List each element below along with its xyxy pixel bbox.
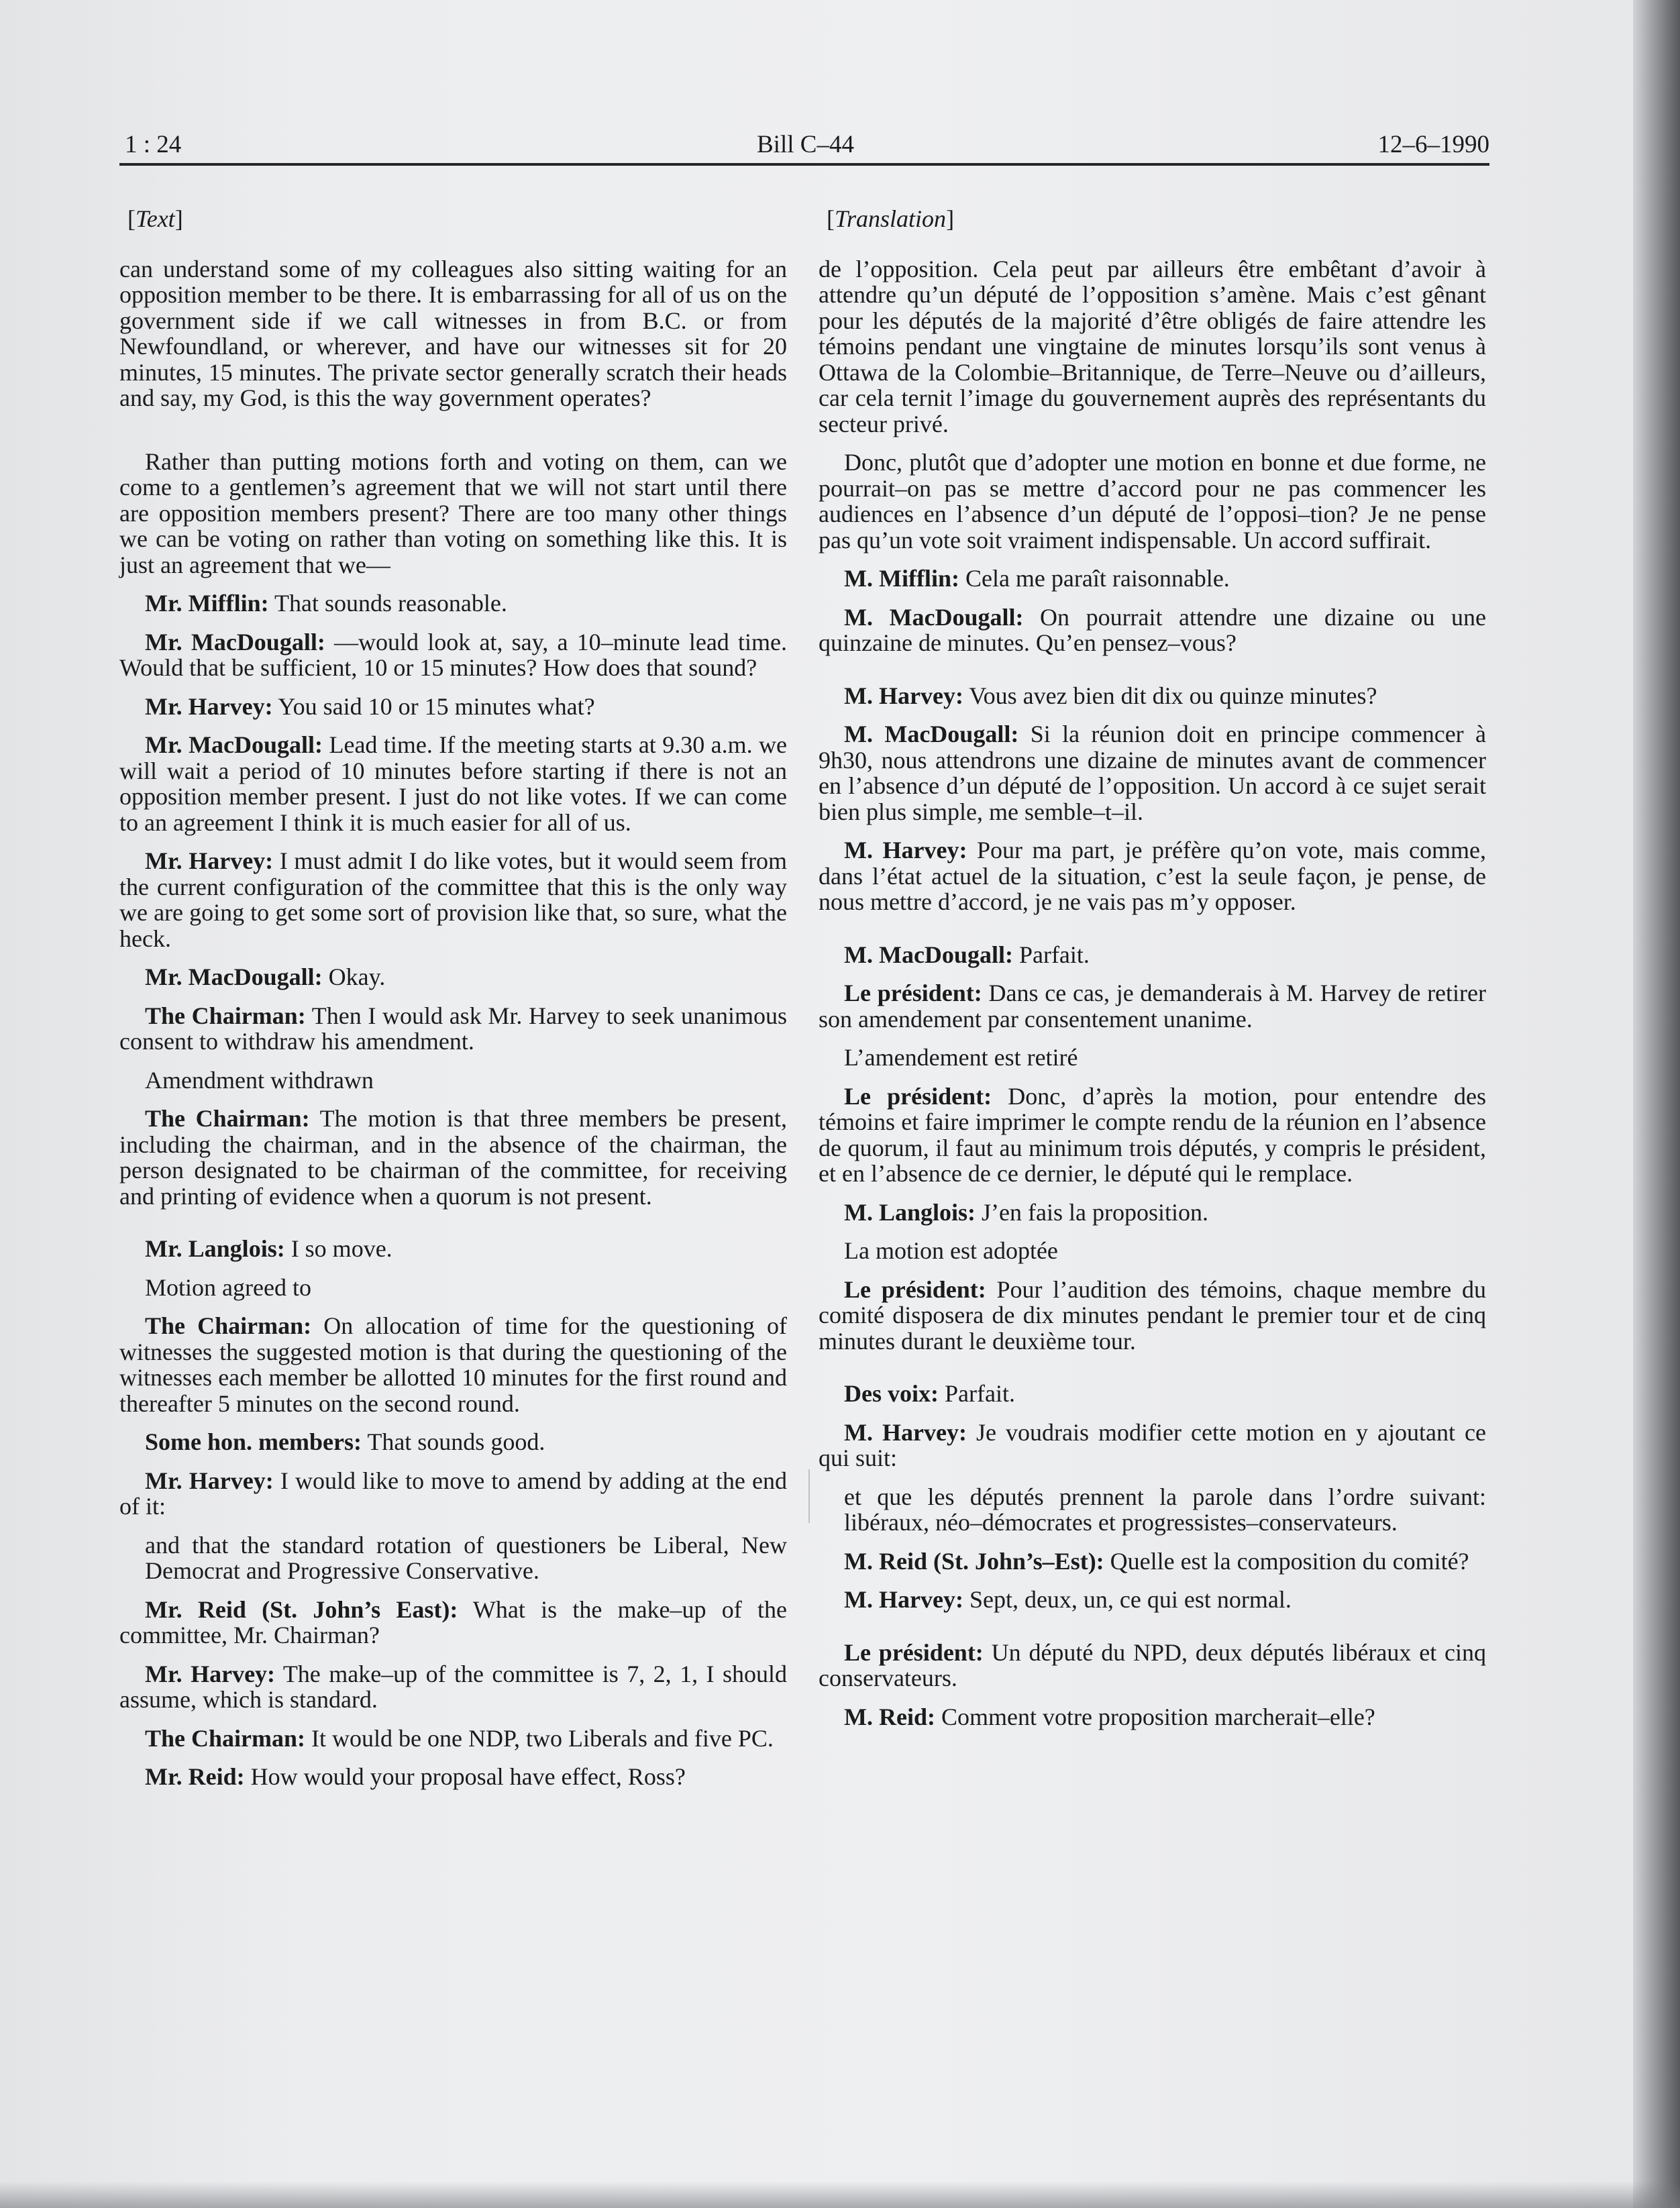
speech-paragraph: Mr. MacDougall: Okay. [145, 963, 386, 990]
speech-paragraph: Mr. MacDougall: —would look at, say, a 10–minute lead time. Would that be sufficient, 10 or 15 minutes? How does that sound? [119, 628, 787, 681]
header-rule [119, 163, 1489, 166]
speaker-name: M. Harvey: [844, 1586, 963, 1613]
speech-paragraph: M. Harvey: Pour ma part, je préfère qu’on vote, mais comme, dans l’état actuel de la situation, c’est la seule façon, je pense, de nous mettre d’accord, je ne vais pas m’y opposer. [819, 837, 1486, 915]
speech-paragraph: M. Reid: Comment votre proposition marcherait–elle? [844, 1703, 1375, 1730]
speech-paragraph: The Chairman: The motion is that three members be present, including the chairman, and in the absence of the chairman, the person designated to be chairman of the committee, for receiving and printing of evidence when a quorum is not present. [119, 1105, 787, 1210]
speech-paragraph: Le président: Pour l’audition des témoins, chaque membre du comité disposera de dix minutes pendant le premier tour et de cinq minutes durant le deuxième tour. [819, 1275, 1486, 1355]
speech-paragraph: Mr. Langlois: I so move. [145, 1235, 392, 1262]
page-crease [808, 1469, 810, 1523]
procedural-note: L’amendement est retiré [844, 1044, 1078, 1071]
paragraph: can understand some of my colleagues also sitting waiting for an opposition member to be there. It is embarrassing for all of us on the government side if we call witnesses in from B.C. or from Newfoundland, or wherever, and have our witnesses sit for 20 minutes, 15 minutes. The private sector generally scratch their heads and say, my God, is this the way government operates? [119, 255, 787, 411]
running-header [119, 127, 1489, 162]
speech-paragraph: Mr. Harvey: The make–up of the committee is 7, 2, 1, I should assume, which is standard. [119, 1660, 787, 1713]
english-column [119, 198, 787, 1803]
speaker-name: Mr. Reid: [145, 1763, 245, 1790]
paragraph: Donc, plutôt que d’adopter une motion en bonne et due forme, ne pourrait–on pas se mettre d’accord pour ne pas commencer les audiences en l’absence d’un député de l’opposi–tion? Je ne pense pas qu’un vote soit vraiment indispensable. Un accord suffirait. [819, 449, 1486, 554]
speaker-name: M. MacDougall: [844, 721, 1019, 747]
speaker-name: M. Harvey: [844, 1418, 967, 1446]
speaker-name: The Chairman: [145, 1002, 306, 1029]
speech-paragraph: Mr. Harvey: You said 10 or 15 minutes what? [145, 692, 595, 720]
speech-paragraph: M. MacDougall: On pourrait attendre une dizaine ou une quinzaine de minutes. Qu’en pensez–vous? [819, 603, 1487, 656]
speaker-name: Mr. MacDougall: [145, 628, 325, 655]
speech-paragraph: Mr. Reid: How would your proposal have effect, Ross? [145, 1763, 686, 1790]
speaker-name: Mr. Harvey: [145, 1467, 274, 1494]
quoted-amendment: and that the standard rotation of questioners be Liberal, New Democrat and Progressive Conservative. [145, 1531, 787, 1584]
column-tag-text: [Text] [127, 205, 183, 232]
speaker-name: Mr. Harvey: [145, 847, 274, 874]
speech-paragraph: M. MacDougall: Parfait. [844, 941, 1090, 968]
speaker-name: Mr. MacDougall: [145, 731, 323, 758]
speech-paragraph: M. Mifflin: Cela me paraît raisonnable. [844, 565, 1230, 592]
procedural-note: Motion agreed to [145, 1273, 311, 1301]
procedural-note: La motion est adoptée [844, 1237, 1058, 1264]
french-column [819, 198, 1486, 1742]
speaker-name: Mr. Harvey: [145, 692, 273, 720]
speaker-name: Mr. MacDougall: [145, 963, 323, 990]
page-number: 1 : 24 [125, 131, 182, 158]
bill-title: Bill C–44 [757, 131, 854, 158]
speech-paragraph: M. Harvey: Vous avez bien dit dix ou quinze minutes? [844, 682, 1377, 709]
speech-paragraph: M. MacDougall: Si la réunion doit en principe commencer à 9h30, nous attendrons une dizaine de minutes avant de commencer en l’absence d’un député de l’opposition. Un accord à ce sujet serait bien plus simple, me semble–t–il. [819, 721, 1487, 825]
speech-paragraph: M. Langlois: J’en fais la proposition. [844, 1198, 1208, 1226]
speaker-name: Mr. Reid (St. John’s East): [145, 1595, 458, 1623]
speaker-name: M. Reid (St. John’s–Est): [844, 1547, 1104, 1575]
speech-paragraph: Mr. Mifflin: That sounds reasonable. [145, 590, 507, 617]
speech-paragraph: Le président: Donc, d’après la motion, pour entendre des témoins et faire imprimer le compte rendu de la réunion en l’absence de quorum, il faut au minimum trois députés, y compris le président, et en l’absence de ce dernier, le député qui le remplace. [819, 1082, 1487, 1187]
speaker-name: M. MacDougall: [844, 941, 1013, 968]
paragraph: Rather than putting motions forth and voting on them, can we come to a gentlemen’s agreement that we will not start until there are opposition members present? There are too many other things we can be voting on rather than voting on something like this. It is just an agreement that we— [119, 448, 787, 578]
speaker-name: M. Harvey: [844, 837, 967, 863]
procedural-note: Amendment withdrawn [145, 1066, 374, 1094]
page-edge-shadow [1633, 0, 1680, 2208]
page-bottom-shadow [0, 2181, 1680, 2208]
speech-paragraph: Mr. MacDougall: Lead time. If the meeting starts at 9.30 a.m. we will wait a period of 10 minutes before starting if there is not an opposition member present. I just do not like votes. If we can come to an agreement I think it is much easier for all of us. [119, 731, 788, 836]
speech-paragraph: Le président: Un député du NPD, deux députés libéraux et cinq conservateurs. [819, 1638, 1486, 1691]
speech-paragraph: Le président: Dans ce cas, je demanderais à M. Harvey de retirer son amendement par consentement unanime. [819, 980, 1486, 1033]
speech-paragraph: The Chairman: Then I would ask Mr. Harvey to seek unanimous consent to withdraw his amendment. [119, 1002, 787, 1055]
speaker-name: M. Harvey: [844, 682, 963, 709]
speaker-name: Des voix: [844, 1380, 939, 1407]
speaker-name: Some hon. members: [145, 1428, 362, 1455]
speech-paragraph: Des voix: Parfait. [844, 1380, 1015, 1407]
speaker-name: Mr. Harvey: [145, 1660, 276, 1687]
speaker-name: Le président: [844, 1275, 986, 1303]
speech-paragraph: The Chairman: It would be one NDP, two Liberals and five PC. [145, 1724, 774, 1752]
speech-paragraph: M. Harvey: Je voudrais modifier cette motion en y ajoutant ce qui suit: [819, 1418, 1486, 1471]
speaker-name: Le président: [844, 1082, 992, 1110]
speaker-name: Mr. Mifflin: [145, 590, 269, 617]
speaker-name: The Chairman: [145, 1105, 310, 1132]
speech-paragraph: The Chairman: On allocation of time for the questioning of witnesses the suggested motion is that during the questioning of the witnesses each member be allotted 10 minutes for the first round and thereafter 5 minutes on the second round. [119, 1312, 787, 1417]
speaker-name: M. Langlois: [844, 1198, 976, 1226]
paragraph: de l’opposition. Cela peut par ailleurs être embêtant d’avoir à attendre qu’un député de l’opposition s’amène. Mais c’est gênant pour les députés de la majorité d’être obligés de faire attendre les témoins pendant une vingtaine de minutes lorsqu’ils sont venus à Ottawa de la Colombie–Britannique, de Terre–Neuve ou d’ailleurs, car cela ternit l’image du gouvernement auprès des représentants du secteur privé. [819, 255, 1486, 437]
speaker-name: Le président: [844, 1638, 984, 1666]
speaker-name: Le président: [844, 980, 982, 1006]
speaker-name: M. MacDougall: [844, 603, 1024, 631]
speech-paragraph: Some hon. members: That sounds good. [145, 1428, 545, 1455]
speaker-name: The Chairman: [145, 1724, 306, 1752]
speech-paragraph: Mr. Reid (St. John’s East): What is the make–up of the committee, Mr. Chairman? [119, 1595, 787, 1648]
column-tag-translation: [Translation] [827, 205, 955, 232]
speaker-name: M. Reid: [844, 1703, 935, 1730]
speaker-name: The Chairman: [145, 1312, 312, 1339]
speaker-name: Mr. Langlois: [145, 1235, 285, 1262]
speech-paragraph: Mr. Harvey: I must admit I do like votes, but it would seem from the current configuration of the committee that this is the only way we are going to get some sort of provision like that, so sure, what the heck. [119, 847, 787, 952]
speaker-name: M. Mifflin: [844, 565, 959, 592]
header-date: 12–6–1990 [1377, 131, 1489, 158]
speech-paragraph: M. Harvey: Sept, deux, un, ce qui est normal. [844, 1586, 1292, 1613]
speech-paragraph: M. Reid (St. John’s–Est): Quelle est la composition du comité? [844, 1547, 1469, 1575]
quoted-amendment: et que les députés prennent la parole dans l’ordre suivant: libéraux, néo–démocrates et progressistes–conservateurs. [844, 1483, 1486, 1536]
speech-paragraph: Mr. Harvey: I would like to move to amend by adding at the end of it: [119, 1467, 787, 1520]
